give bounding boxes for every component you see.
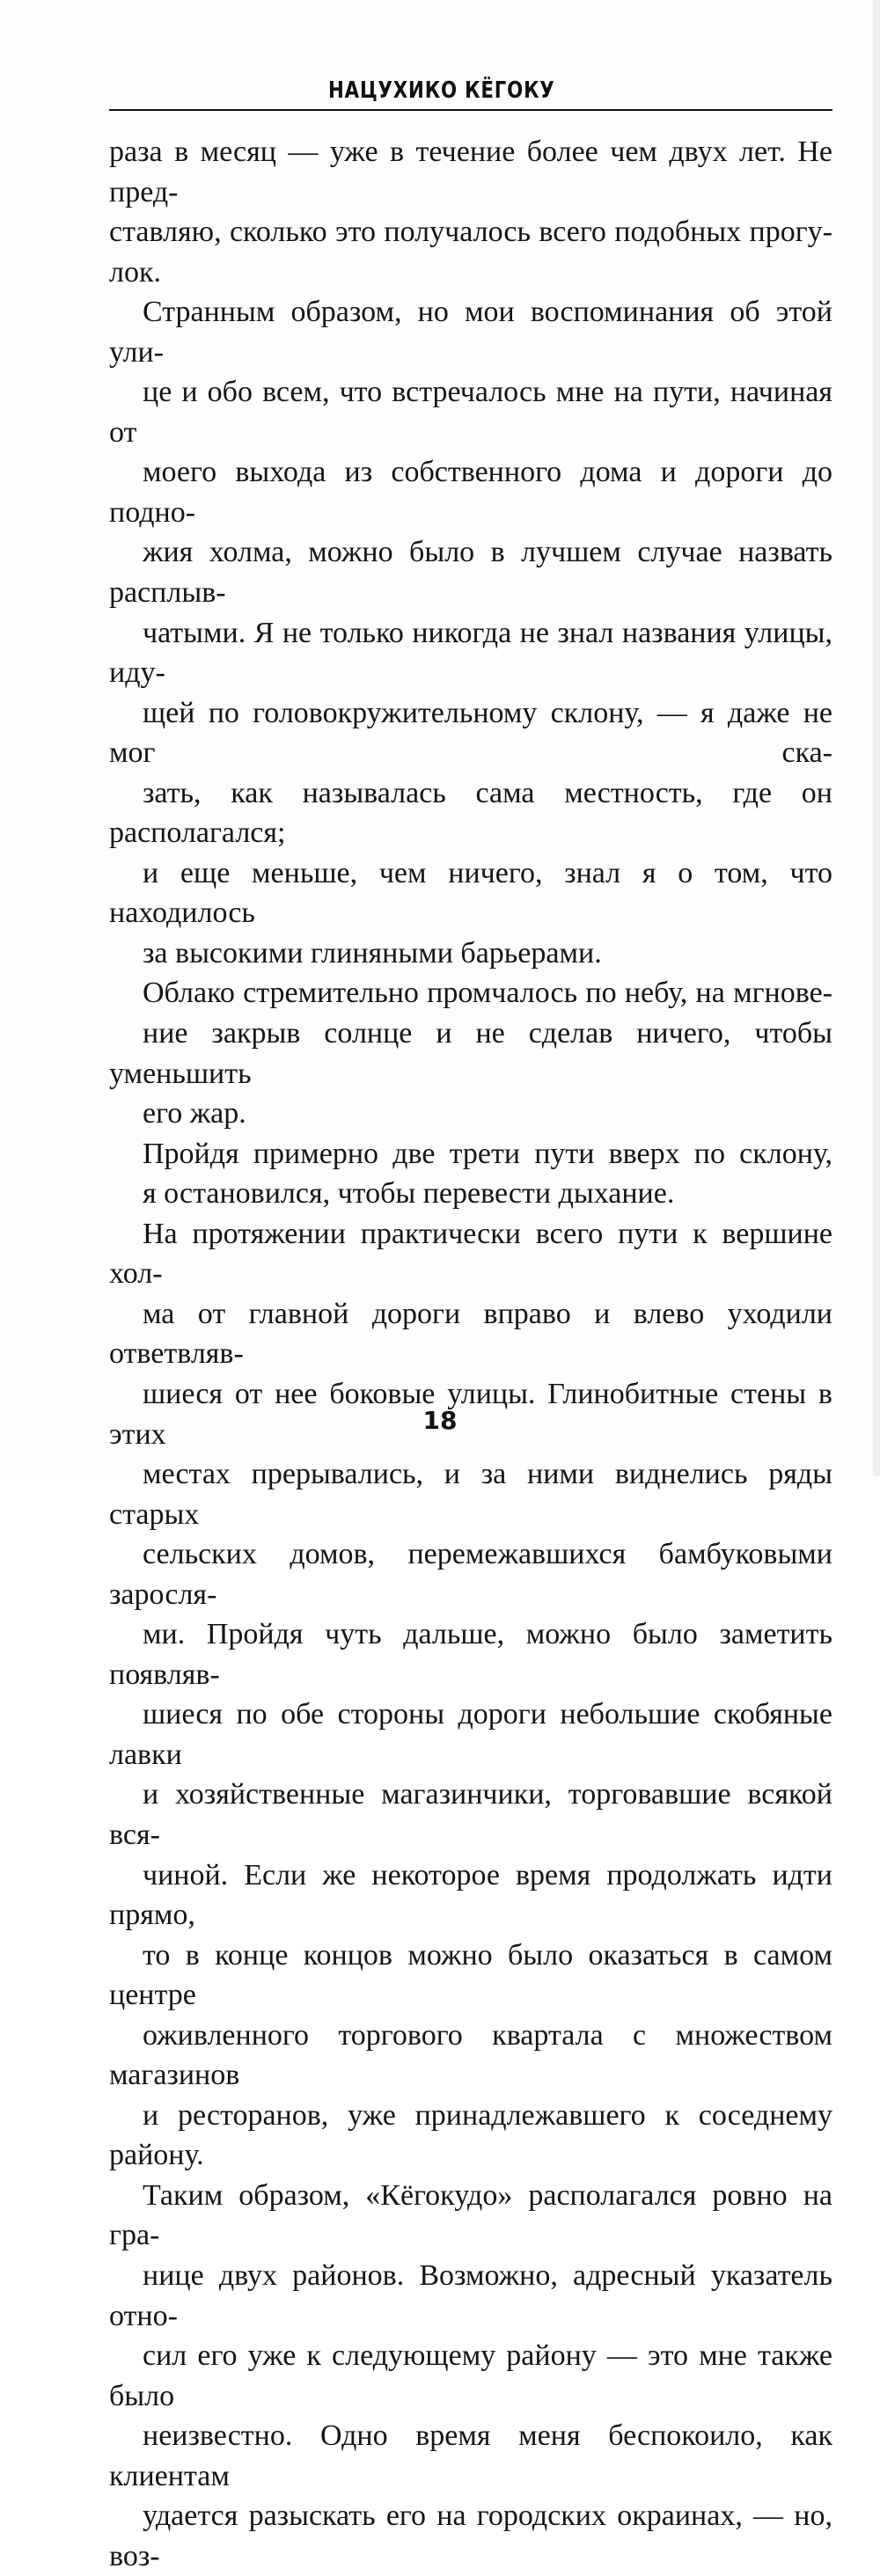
running-header-author: НАЦУХИКО КЁГОКУ bbox=[327, 77, 555, 104]
text-line: и хозяйственные магазинчики, торговавшие всякой вся- bbox=[109, 1778, 832, 1851]
text-line: и ресторанов, уже принадлежавшего к соседнему району. bbox=[109, 2098, 832, 2172]
text-line: Облако стремительно промчалось по небу, на мгнове- bbox=[143, 977, 832, 1010]
paragraph-1 bbox=[109, 132, 832, 292]
text-line: шиеся по обе стороны дороги небольшие скобяные лавки bbox=[109, 1698, 832, 1771]
text-line: ми. Пройдя чуть дальше, можно было заметить появляв- bbox=[109, 1618, 832, 1691]
paragraph-2 bbox=[109, 292, 832, 973]
text-line: шиеся от нее боковые улицы. Глинобитные стены в этих bbox=[109, 1377, 832, 1451]
text-line: жия холма, можно было в лучшем случае назвать расплыв- bbox=[109, 536, 832, 610]
text-line: зать, как называлась сама местность, где он располагался; bbox=[109, 776, 832, 850]
text-line: чиной. Если же некоторое время продолжать идти прямо, bbox=[109, 1858, 832, 1932]
text-line: лок. bbox=[109, 255, 161, 289]
text-line: ние закрыв солнце и не сделав ничего, чтобы уменьшить bbox=[109, 1017, 832, 1090]
text-line: щей по головокружительному склону, — я даже не мог ска- bbox=[109, 696, 832, 770]
text-line: Пройдя примерно две трети пути вверх по склону, bbox=[143, 1137, 832, 1170]
text-line: Странным образом, но мои воспоминания об этой ули- bbox=[109, 296, 832, 369]
text-line: чатыми. Я не только никогда не знал названия улицы, иду- bbox=[109, 616, 832, 690]
text-line: моего выхода из собственного дома и дороги до подно- bbox=[109, 456, 832, 529]
text-line: неизвестно. Одно время меня беспокоило, как клиентам bbox=[109, 2419, 832, 2492]
text-line: ма от главной дороги вправо и влево уходили ответвляв- bbox=[109, 1297, 832, 1371]
page-number: 18 bbox=[422, 1406, 458, 1435]
text-line: ставляю, сколько это получалось всего подобных прогу- bbox=[109, 216, 832, 249]
text-line: Таким образом, «Кёгокудо» располагался ровно на гра- bbox=[109, 2178, 832, 2252]
paragraph-3 bbox=[109, 973, 832, 1133]
text-line: сельских домов, перемежавшихся бамбуковыми заросля- bbox=[109, 1538, 832, 1611]
text-line: На протяжении практически всего пути к вершине хол- bbox=[109, 1217, 832, 1291]
text-line: и еще меньше, чем ничего, знал я о том, что находилось bbox=[109, 856, 832, 930]
text-line: я остановился, чтобы перевести дыхание. bbox=[143, 1177, 675, 1211]
text-line: удается разыскать его на городских окраинах, — но, воз- bbox=[109, 2499, 832, 2572]
text-line: то в конце концов можно было оказаться в самом центре bbox=[109, 1938, 832, 2012]
paragraph-6 bbox=[109, 2176, 832, 2576]
page-body bbox=[109, 132, 832, 2576]
text-line: местах прерывались, и за ними виднелись ряды старых bbox=[109, 1458, 832, 1531]
text-line: оживленного торгового квартала с множеством магазинов bbox=[109, 2018, 832, 2092]
text-line: раза в месяц — уже в течение более чем двух лет. Не пред- bbox=[109, 135, 832, 209]
paragraph-4 bbox=[109, 1134, 832, 1214]
scan-edge bbox=[873, 0, 880, 1476]
text-line: его жар. bbox=[143, 1097, 246, 1131]
text-line: це и обо всем, что встречалось мне на пути, начиная от bbox=[109, 376, 832, 449]
text-line: сил его уже к следующему району — это мне также было bbox=[109, 2339, 832, 2412]
text-line: нице двух районов. Возможно, адресный указатель отно- bbox=[109, 2258, 832, 2332]
header-divider bbox=[109, 109, 832, 111]
paragraph-5 bbox=[109, 1214, 832, 2176]
text-line: за высокими глиняными барьерами. bbox=[143, 936, 602, 970]
